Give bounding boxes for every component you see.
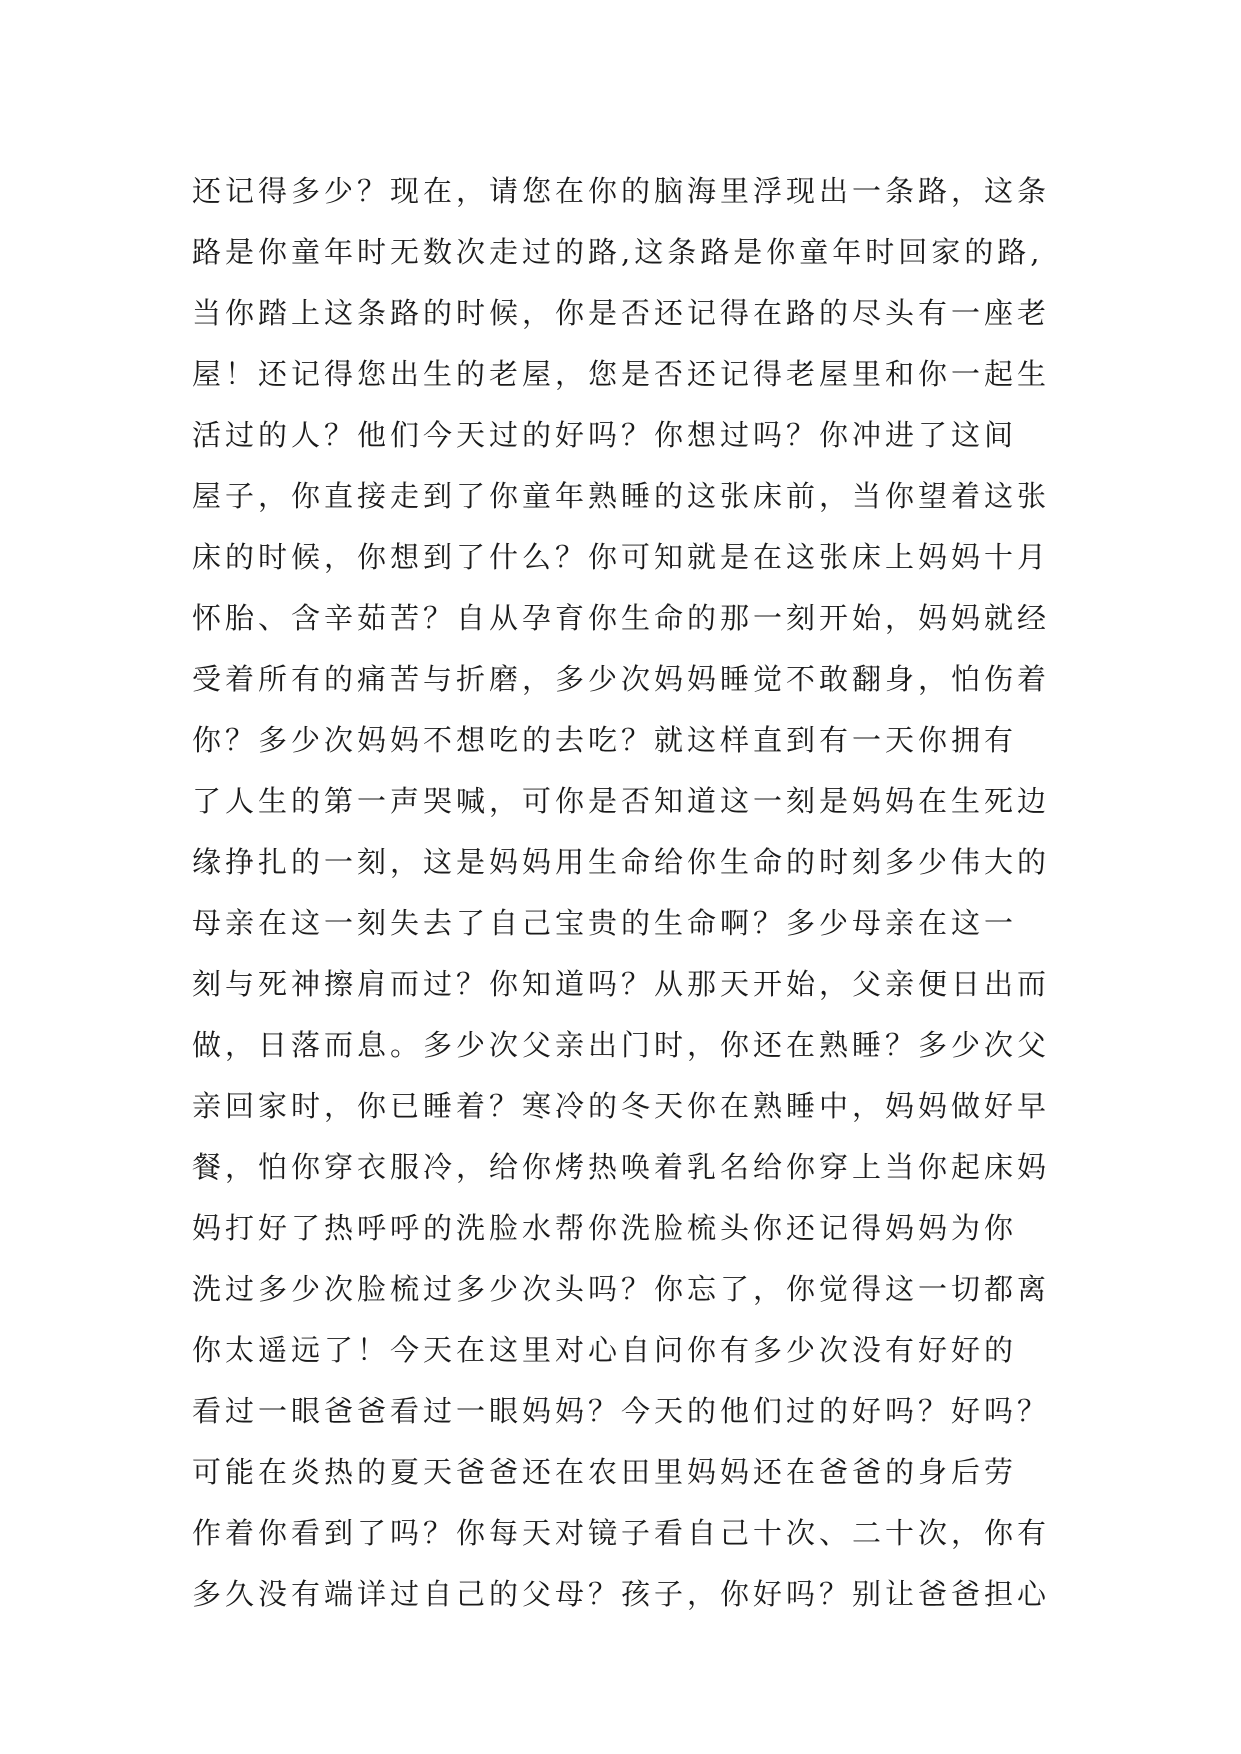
text-line: 活过的人？他们今天过的好吗？你想过吗？你冲进了这间 (192, 418, 1018, 452)
text-line: 你？多少次妈妈不想吃的去吃？就这样直到有一天你拥有 (192, 723, 1018, 757)
body-text (192, 161, 1092, 1625)
text-line: 缘挣扎的一刻，这是妈妈用生命给你生命的时刻多少伟大的 (192, 845, 1051, 879)
text-line: 屋！还记得您出生的老屋，您是否还记得老屋里和你一起生 (192, 357, 1051, 391)
text-line: 洗过多少次脸梳过多少次头吗？你忘了，你觉得这一切都离 (192, 1272, 1051, 1306)
text-line: 多久没有端详过自己的父母？孩子，你好吗？别让爸爸担心 (192, 1577, 1051, 1611)
text-line: 母亲在这一刻失去了自己宝贵的生命啊？多少母亲在这一 (192, 906, 1018, 940)
text-line: 亲回家时，你已睡着？寒冷的冬天你在熟睡中，妈妈做好早 (192, 1089, 1051, 1123)
text-line: 妈打好了热呼呼的洗脸水帮你洗脸梳头你还记得妈妈为你 (192, 1211, 1018, 1245)
text-line: 路是你童年时无数次走过的路,这条路是你童年时回家的路, (192, 235, 1044, 269)
text-line: 怀胎、含辛茹苦？自从孕育你生命的那一刻开始，妈妈就经 (192, 601, 1051, 635)
text-line: 刻与死神擦肩而过？你知道吗？从那天开始，父亲便日出而 (192, 967, 1051, 1001)
text-line: 当你踏上这条路的时候，你是否还记得在路的尽头有一座老 (192, 296, 1051, 330)
text-line: 餐，怕你穿衣服冷，给你烤热唤着乳名给你穿上当你起床妈 (192, 1150, 1051, 1184)
text-line: 了人生的第一声哭喊，可你是否知道这一刻是妈妈在生死边 (192, 784, 1051, 818)
text-line: 做，日落而息。多少次父亲出门时，你还在熟睡？多少次父 (192, 1028, 1051, 1062)
text-line: 还记得多少？现在，请您在你的脑海里浮现出一条路，这条 (192, 174, 1051, 208)
text-line: 作着你看到了吗？你每天对镜子看自己十次、二十次，你有 (192, 1516, 1051, 1550)
text-line: 你太遥远了！今天在这里对心自问你有多少次没有好好的 (192, 1333, 1018, 1367)
text-line: 受着所有的痛苦与折磨，多少次妈妈睡觉不敢翻身，怕伤着 (192, 662, 1051, 696)
text-line: 屋子，你直接走到了你童年熟睡的这张床前，当你望着这张 (192, 479, 1051, 513)
text-line: 床的时候，你想到了什么？你可知就是在这张床上妈妈十月 (192, 540, 1051, 574)
text-line: 看过一眼爸爸看过一眼妈妈？今天的他们过的好吗？好吗？ (192, 1394, 1051, 1428)
text-line: 可能在炎热的夏天爸爸还在农田里妈妈还在爸爸的身后劳 (192, 1455, 1018, 1489)
